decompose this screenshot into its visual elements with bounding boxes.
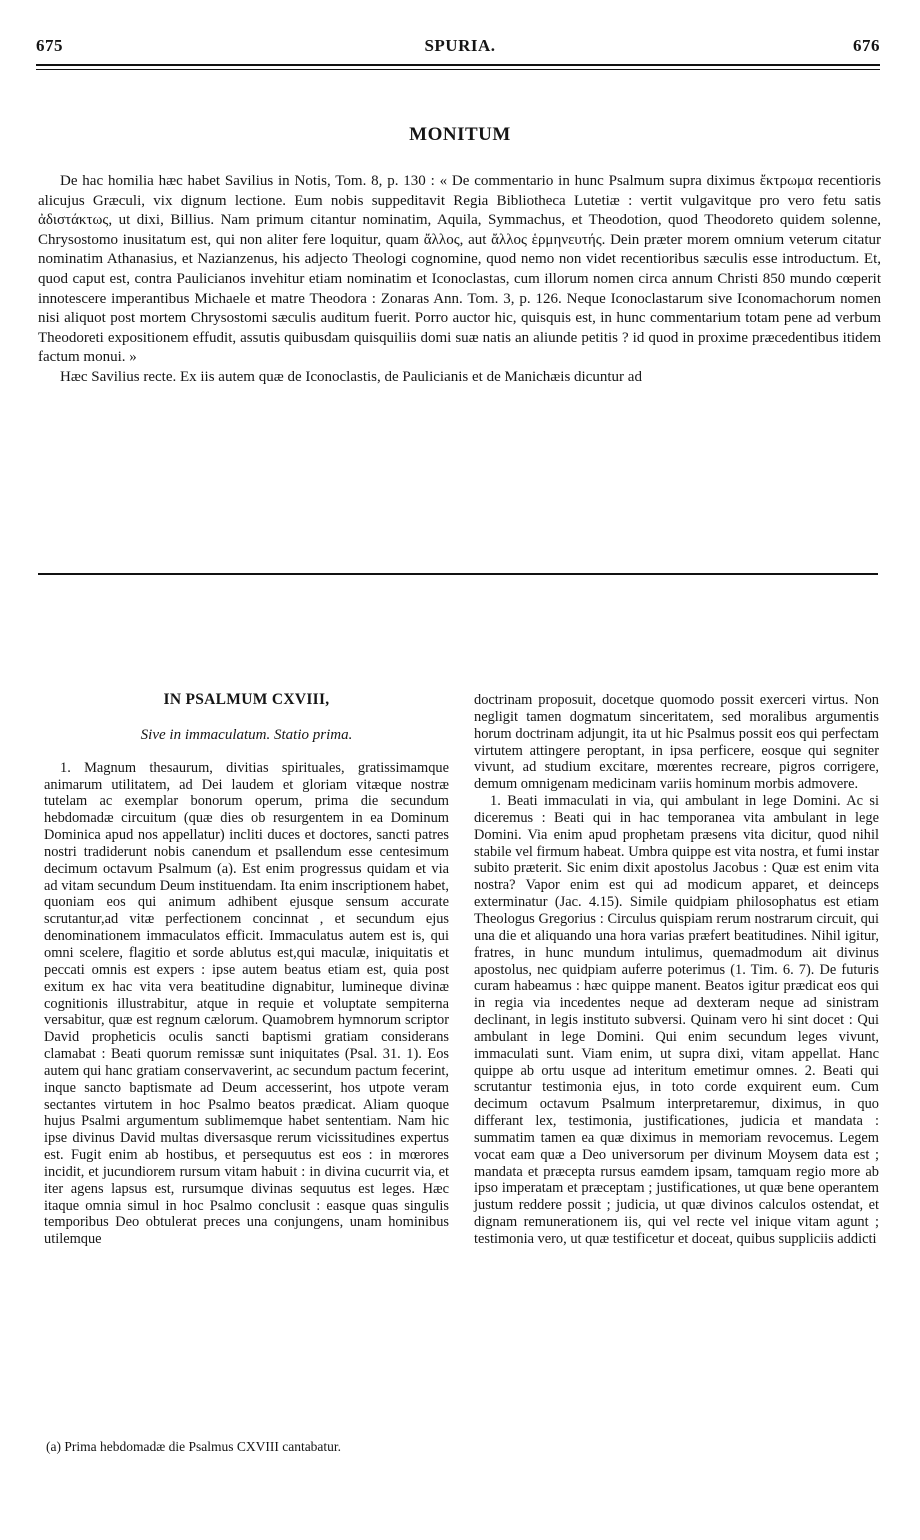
monitum-title: MONITUM: [409, 124, 511, 145]
page-number-left: 675: [36, 36, 63, 55]
left-column: [44, 692, 449, 1248]
right-column: [474, 692, 879, 1248]
page-number-right: 676: [853, 36, 880, 55]
homily-subtitle: Sive in immaculatum. Statio prima.: [140, 726, 353, 743]
running-head: SPURIA.: [424, 36, 496, 55]
homily-title: IN PSALMUM CXVIII,: [163, 691, 330, 708]
footnote: (a) Prima hebdomadæ die Psalmus CXVIII cantabatur.: [46, 1439, 342, 1454]
header-rule-thick: [36, 64, 880, 66]
monitum-paragraph: De hac homilia hæc habet Savilius in Notis, Tom. 8, p. 130 : « De commentario in hunc Psalmum supra diximus ἔκτρωμα recentioris alicujus Græculi, vix dignum lectione. Eum nobis suppeditavit Regia Bibliotheca Lutetiæ : vertit vulgavitque pro vero fetu satis ἀδιστάκτως, ut dixi, Billius. Nam primum citantur nominatim, Aquila, Symmachus, et Theodotion, quod Theodoreto quidem solenne, Chrysostomo inusitatum est, qui non aliter fere loquitur, quam ἄλλος, aut ἄλλος ἑρμηνευτής. Dein præter morem omnium veterum citatur nominatim Athanasius, et Nazianzenus, his adjecto Theologi cognomine, quod nemo non videt recentioribus sæculis esse introductum. Et, quod caput est, contra Paulicianos invehitur etiam nominatim et Iconoclastas, cum illorum nomen circa annum Christi 850 mundo cœperit innotescere imperantibus Michaele et matre Theodora : Zonaras Ann. Tom. 3, p. 126. Neque Iconoclastarum sive Iconomachorum nomen nisi aliquot post mortem Chrysostomi sæculis auditum fuerit. Porro auctor hic, quisquis est, in hunc commentarium totam pene ad verbum Theodoreti expositionem effudit, assutis quibusdam quisquiliis domi suæ natis an aliunde petitis ? id quod in proxime præcedentibus itidem factum monui. »: [38, 173, 881, 366]
header-rule-thin: [36, 69, 880, 70]
monitum-body: [38, 172, 881, 388]
monitum-paragraph: Hæc Savilius recte. Ex iis autem quæ de Iconoclastis, de Paulicianis et de Manichæis dicuntur ad: [60, 368, 642, 385]
right-column-paragraph: doctrinam proposuit, docetque quomodo possit exerceri virtus. Non negligit tamen dogmatum sinceritatem, sed moralibus argumentis horum doctrinam adjungit, ita ut hic Psalmus possit eos qui perfectam virtutem attingere peroptant, in ipsa perficere, eosque qui segniter vivunt, ad studium excitare, mœrentes recreare, pigros corrigere, demum omnigenam medicinam variis hominum morbis admovere.: [474, 692, 879, 793]
right-column-paragraph: 1. Beati immaculati in via, qui ambulant in lege Domini. Ac si diceremus : Beati qui in hac temporanea vita ambulant in lege Domini. Via enim apud prophetam præsens vita dicitur, quod nihil stabile vel firmum habeat. Umbra quippe est vita nostra, et fumi instar subito præterit. Sic enim dixit apostolus Jacobus : Quæ est enim vita nostra? Vapor enim est qui ad modicum apparet, et deinceps exterminatur (Jac. 4.15). Simile quidpiam philosophatus est etiam Theologus Gregorius : Circulus quispiam rerum nostrarum circuit, qui una die et aliquando una hora varias præfert beatitudines. Nihil igitur, fratres, in hunc mundum intulimus, quemadmodum ait divinus apostolus, nec quidpiam auferre poterimus (1. Tim. 6. 7). De futuris curam habeamus : hæc quippe manent. Beatos igitur prædicat eos qui in regia via incedentes neque ad dexteram neque ad sinistram declinant, in legis instituto subversi. Quinam vero hi sint docet : Qui ambulant in lege Domini. Qui enim secundum leges vivunt, immaculati sunt. Viam enim, ut supra dixi, vitam appellat. Hanc quippe ab ortu usque ad interitum emetimur omnes. 2. Beati qui scrutantur testimonia ejus, in toto corde exquirent eum. Cum decimum octavum Psalmum interpretaremur, diximus, in quo differant lex, testimonia, justificationes, judicia et mandata : summatim tamen ea quæ diximus in memoriam revocemus. Legem vocat eam quæ a Deo universorum per divinum Moysem data est ; mandata et præcepta rursus eamdem ipsam, tamquam regio more ab ipso imperatam et præceptam ; justificationes, ut quæ bene operantem justum reddere possit ; judicia, ut quæ divinos calculos ostendat, et dignam remunerationem iis, qui vel recte vel inique vitam agunt ; testimonia vero, ut quæ testificetur et doceat, quibus suppliciis addicti: [474, 793, 879, 1247]
left-column-text: 1. Magnum thesaurum, divitias spirituales, gratissimamque animarum utilitatem, ad Dei laudem et gloriam vitæque nostræ tutelam ac exemplar bonorum operum, prima die secundum hebdomadæ circuitum (quæ dies ob resurgentem in ea Dominum Dominica apud nos appellatur) incliti duces et doctores, sancti patres nostri tradiderunt nobis canendum et psallendum esse centesimum decimum octavum Psalmum (a). Est enim progressus quidam et via ad vitam secundum Deum instituendam. Ita enim inscriptionem habet, quoniam eos qui animum adhibent ejusque sensum accurate scrutantur,ad vitæ perfectionem concinnat , et secundum ejus denominationem immaculatos efficit. Immaculatus autem est is, qui omni scelere, flagitio et sorde ablutus est,qui maculæ, iniquitatis et peccati omnis est expers : ipse autem beatus etiam est, quia post exitum ex hac vita vera beatitudine dignabitur, lumineque divinæ cognitionis illustrabitur, atque in requie et voluptate sempiterna versabitur, quæ est regnum cælorum. Quamobrem hymnorum scriptor David propheticis oculis sancti baptismi gratiam considerans clamabat : Beati quorum remissæ sunt iniquitates (Psal. 31. 1). Eos autem qui hanc gratiam conservaverint, ac secundum pactum fecerint, inque sancto baptismate ad Deum accesserint, hos utpote veram sectantes virtutem in hoc Psalmo beatos prædicat. Aliam quoque hujus Psalmi argumentum sublimemque habet sententiam. Nam hic ipse divinus David multas diversasque rerum vicissitudines expertus est. Fugit enim ab hostibus, et persequutus est eos : in mœrores incidit, et jucundiorem rursum vitam habuit : in divina cucurrit via, et iter agens lapsus est, rursumque divinas sequutus est leges. Hæc itaque omnia simul in hoc Psalmo conclusit : easque quas singulis temporibus Deo obtulerat preces una conjungens, unam hominibus utilemque: [44, 759, 449, 1248]
section-divider: [38, 573, 878, 575]
